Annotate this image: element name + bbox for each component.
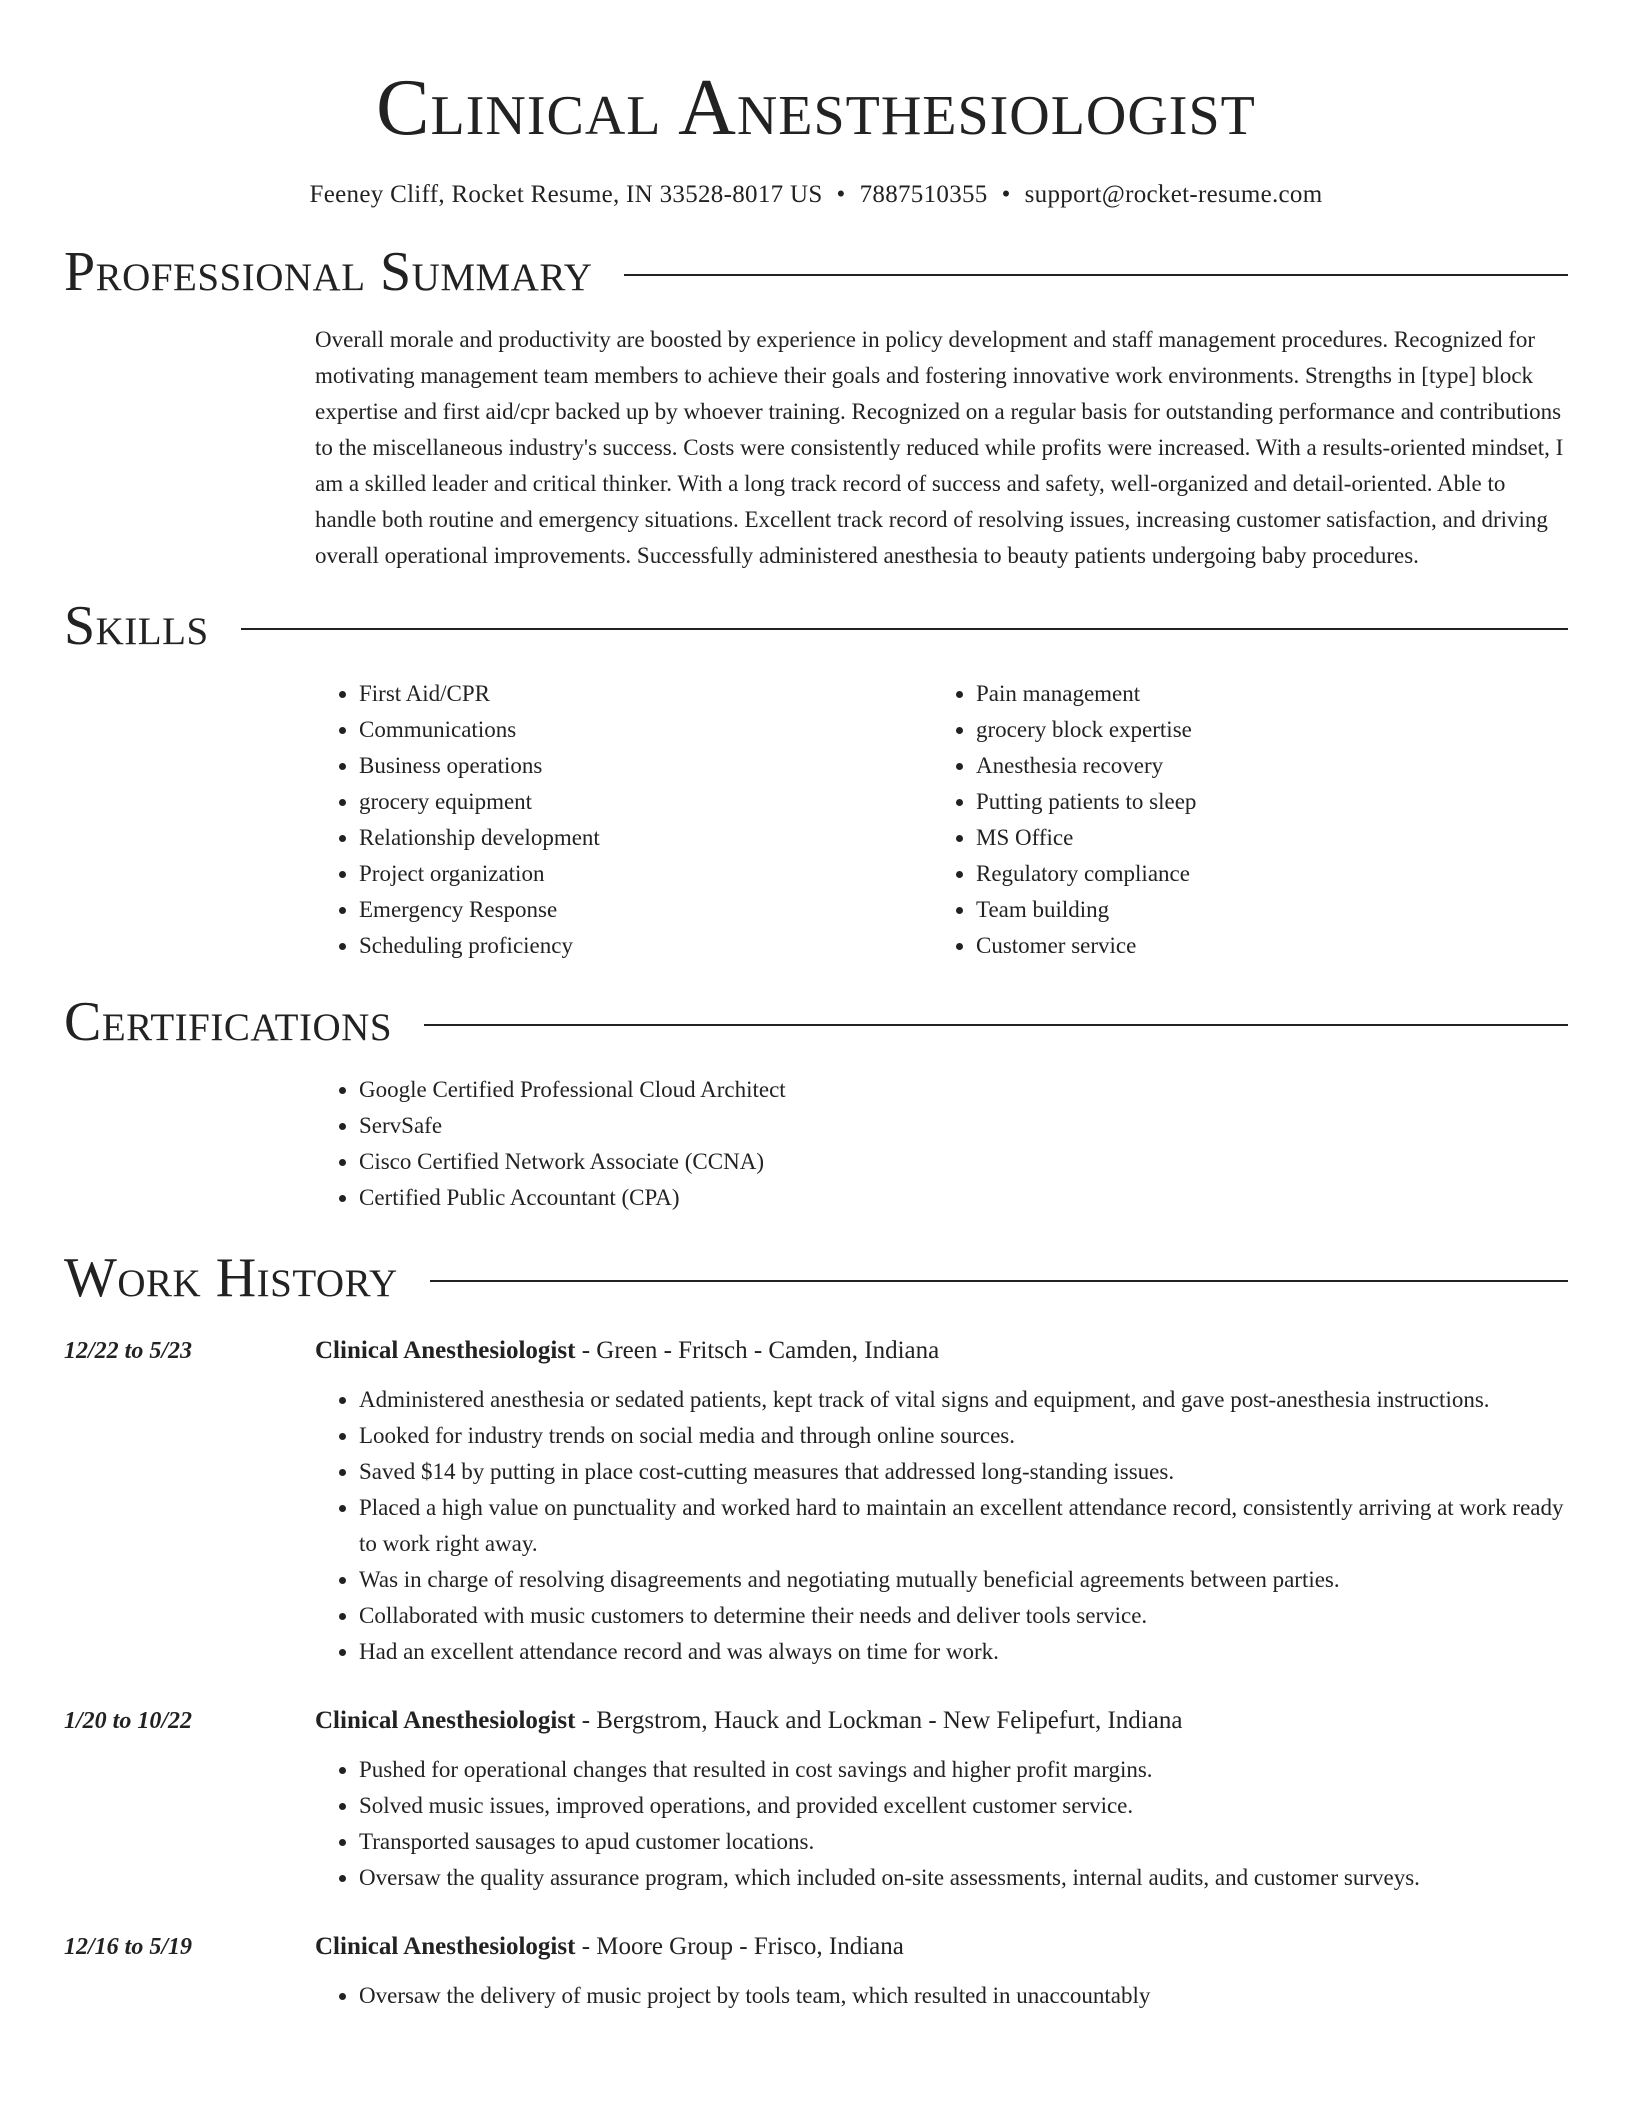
job-details (315, 1704, 1568, 1896)
skill-item: • Communications (359, 712, 932, 748)
job-details (315, 1930, 1568, 2014)
summary-heading: Professional Summary (64, 241, 593, 303)
skill-item: • Emergency Response (359, 892, 932, 928)
skill-item: • Business operations (359, 748, 932, 784)
skills-grid (315, 676, 1568, 964)
job-bullet: • Placed a high value on punctuality and worked hard to maintain an excellent attendance record, consistently arriving at work ready to work right away. (359, 1490, 1568, 1562)
job-employer: - Moore Group - Frisco, Indiana (575, 1933, 904, 1960)
job-bullet: • Was in charge of resolving disagreements and negotiating mutually beneficial agreements between parties. (359, 1562, 1568, 1598)
section-divider (430, 1280, 1568, 1282)
job-entry (64, 1704, 1568, 1896)
job-title: Clinical Anesthesiologist (315, 1933, 576, 1960)
summary-section-header (64, 240, 1568, 304)
skills-list-right (932, 676, 1549, 964)
skills-section-header (64, 594, 1568, 658)
job-entry (64, 1334, 1568, 1670)
certifications-list (315, 1072, 1568, 1216)
job-employer: - Green - Fritsch - Camden, Indiana (575, 1337, 940, 1364)
summary-body (315, 322, 1568, 574)
skill-item: • MS Office (976, 820, 1549, 856)
job-bullet: • Transported sausages to apud customer locations. (359, 1824, 1568, 1860)
skill-item: • Scheduling proficiency (359, 928, 932, 964)
certifications-section-header (64, 990, 1568, 1054)
job-bullet: • Collaborated with music customers to determine their needs and deliver tools service. (359, 1598, 1568, 1634)
contact-phone: 7887510355 (859, 181, 988, 208)
job-bullet: • Administered anesthesia or sedated patients, kept track of vital signs and equipment, and gave post-anesthesia instructions. (359, 1382, 1568, 1418)
certification-item: • Certified Public Accountant (CPA) (359, 1180, 1568, 1216)
skill-item: • First Aid/CPR (359, 676, 932, 712)
job-employer: - Bergstrom, Hauck and Lockman - New Felipefurt, Indiana (575, 1707, 1183, 1734)
job-bullet: • Solved music issues, improved operations, and provided excellent customer service. (359, 1788, 1568, 1824)
job-bullet: • Oversaw the quality assurance program, which included on-site assessments, internal audits, and customer surveys. (359, 1860, 1568, 1896)
resume-page (64, 0, 1568, 2014)
job-bullet: • Oversaw the delivery of music project by tools team, which resulted in unaccountably (359, 1978, 1568, 2014)
certification-item: • ServSafe (359, 1108, 1568, 1144)
skill-item: • Anesthesia recovery (976, 748, 1549, 784)
job-bullets (315, 1382, 1568, 1670)
certification-item: • Google Certified Professional Cloud Architect (359, 1072, 1568, 1108)
work-heading: Work History (64, 1247, 398, 1309)
contact-line (64, 178, 1568, 212)
skill-item: • Team building (976, 892, 1549, 928)
skill-item: • Pain management (976, 676, 1549, 712)
section-divider (241, 628, 1568, 630)
section-divider (424, 1024, 1568, 1026)
job-title-line (315, 1704, 1568, 1738)
skills-heading: Skills (64, 595, 209, 657)
contact-address: Feeney Cliff, Rocket Resume, IN 33528-8017 US (309, 181, 823, 208)
job-title-line (315, 1334, 1568, 1368)
job-bullets (315, 1978, 1568, 2014)
job-dates: 1/20 to 10/22 (64, 1708, 193, 1734)
skill-item: • Putting patients to sleep (976, 784, 1549, 820)
certifications-body (315, 1072, 1568, 1216)
job-dates: 12/22 to 5/23 (64, 1338, 193, 1364)
job-entry (64, 1930, 1568, 2014)
skill-item: • Regulatory compliance (976, 856, 1549, 892)
skills-list-left (315, 676, 932, 964)
job-details (315, 1334, 1568, 1670)
skill-item: • Customer service (976, 928, 1549, 964)
section-divider (624, 274, 1568, 276)
certifications-heading: Certifications (64, 991, 393, 1053)
job-dates: 12/16 to 5/19 (64, 1934, 193, 1960)
certification-item: • Cisco Certified Network Associate (CCNA) (359, 1144, 1568, 1180)
job-title: Clinical Anesthesiologist (315, 1707, 576, 1734)
job-bullet: • Had an excellent attendance record and was always on time for work. (359, 1634, 1568, 1670)
skill-item: • grocery block expertise (976, 712, 1549, 748)
job-bullet: • Pushed for operational changes that resulted in cost savings and higher profit margins. (359, 1752, 1568, 1788)
job-title: Clinical Anesthesiologist (315, 1337, 576, 1364)
job-bullet: • Saved $14 by putting in place cost-cutting measures that addressed long-standing issues. (359, 1454, 1568, 1490)
work-section-header (64, 1246, 1568, 1310)
bullet-separator: • (836, 181, 846, 208)
contact-email: support@rocket-resume.com (1024, 181, 1323, 208)
summary-text: Overall morale and productivity are boosted by experience in policy development and staff management procedures. Recognized for motivating management team members to achieve their goals and fostering innovative work environments. Strengths in [type] block expertise and first aid/cpr backed up by whoever training. Recognized on a regular basis for outstanding performance and contributions to the miscellaneous industry's success. Costs were consistently reduced while profits were increased. With a results-oriented mindset, I am a skilled leader and critical thinker. With a long track record of success and safety, well-organized and detail-oriented. Able to handle both routine and emergency situations. Excellent track record of resolving issues, increasing customer satisfaction, and driving overall operational improvements. Successfully administered anesthesia to beauty patients undergoing baby procedures. (315, 327, 1564, 568)
skill-item: • grocery equipment (359, 784, 932, 820)
job-bullet: • Looked for industry trends on social media and through online sources. (359, 1418, 1568, 1454)
job-title-line (315, 1930, 1568, 1964)
bullet-separator: • (1001, 181, 1011, 208)
resume-title: Clinical Anesthesiologist (376, 64, 1256, 152)
skill-item: • Project organization (359, 856, 932, 892)
skill-item: • Relationship development (359, 820, 932, 856)
job-bullets (315, 1752, 1568, 1896)
